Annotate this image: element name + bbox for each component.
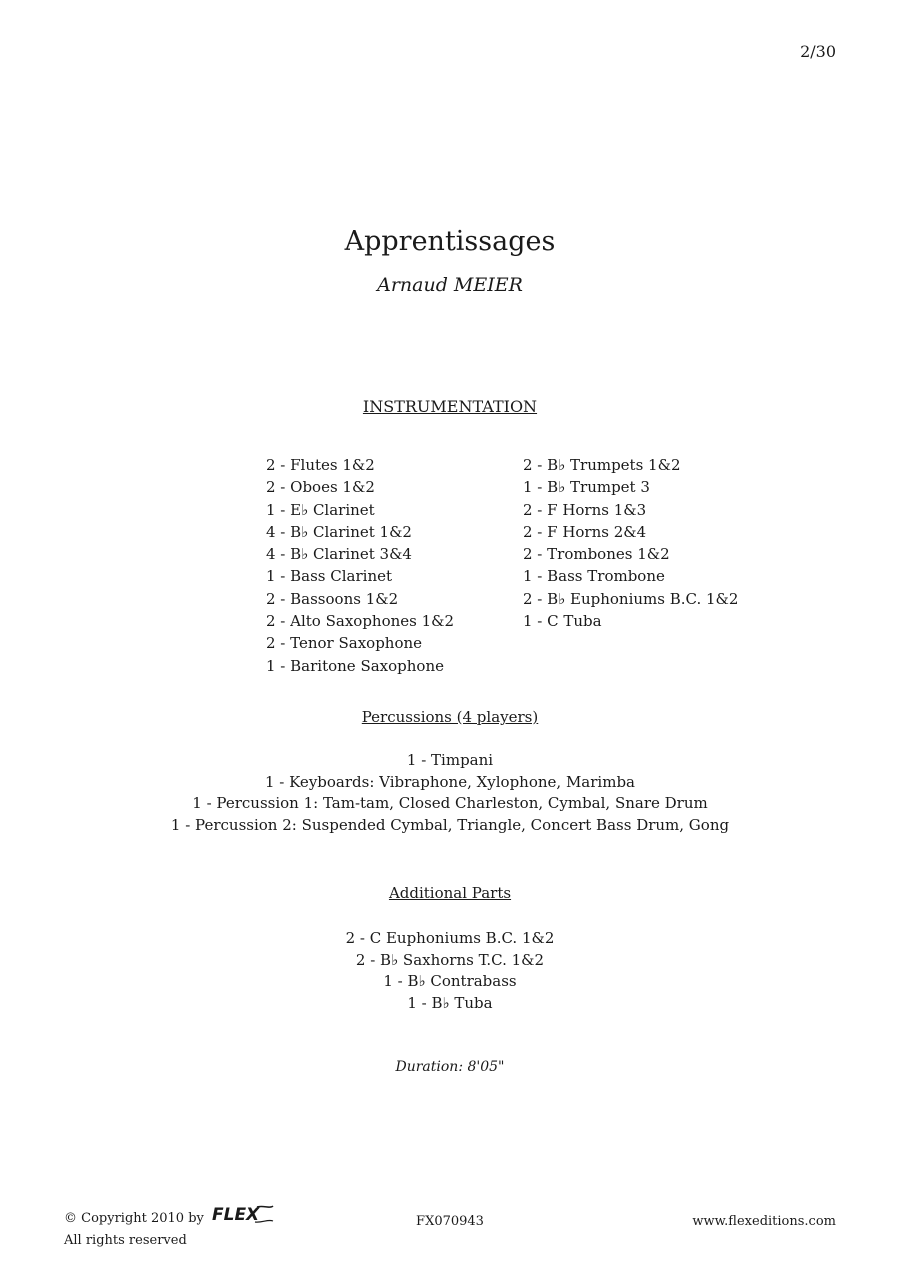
list-item: 1 - Percussion 2: Suspended Cymbal, Triangle, Concert Bass Drum, Gong	[170, 815, 730, 834]
list-item: 1 - B♭ Tuba	[407, 993, 493, 1012]
list-item: 1 - B♭ Contrabass	[383, 972, 517, 990]
list-item: 2 - Trombones 1&2	[523, 545, 670, 564]
additional-parts-list	[0, 928, 900, 1014]
instrument-list-left	[266, 454, 454, 677]
list-item: 1 - E♭ Clarinet	[266, 500, 375, 519]
list-item: 2 - Bassoons 1&2	[266, 589, 399, 608]
list-item: 1 - Bass Clarinet	[266, 567, 393, 586]
piece-title: Apprentissages	[344, 226, 556, 257]
list-item: 1 - Keyboards: Vibraphone, Xylophone, Marimba	[264, 772, 635, 791]
list-item: 2 - B♭ Saxhorns T.C. 1&2	[355, 950, 545, 969]
list-item: 1 - C Tuba	[523, 612, 602, 631]
percussion-heading: Percussions (4 players)	[361, 708, 539, 726]
duration: Duration: 8'05"	[395, 1059, 505, 1075]
list-item: 2 - F Horns 1&3	[523, 500, 647, 519]
additional-parts-heading: Additional Parts	[388, 884, 512, 902]
instrumentation-heading: INSTRUMENTATION	[362, 397, 538, 416]
list-item: 1 - B♭ Trumpet 3	[523, 478, 650, 497]
list-item: 2 - Alto Saxophones 1&2	[266, 612, 455, 631]
list-item: 4 - B♭ Clarinet 1&2	[266, 522, 412, 541]
page-number: 2/30	[800, 42, 836, 61]
catalog-code: FX070943	[416, 1214, 484, 1229]
copyright-text: © Copyright 2010 by	[64, 1211, 204, 1226]
percussion-list	[0, 750, 900, 836]
website-link[interactable]: www.flexeditions.com	[692, 1214, 836, 1229]
list-item: 2 - Flutes 1&2	[266, 456, 375, 474]
list-item: 2 - F Horns 2&4	[523, 522, 647, 541]
list-item: 2 - B♭ Euphoniums B.C. 1&2	[523, 589, 739, 608]
list-item: 2 - Tenor Saxophone	[266, 634, 423, 653]
list-item: 1 - Baritone Saxophone	[266, 656, 444, 675]
list-item: 4 - B♭ Clarinet 3&4	[266, 545, 412, 564]
list-item: 1 - Percussion 1: Tam-tam, Closed Charleston, Cymbal, Snare Drum	[192, 794, 708, 812]
list-item: 1 - Bass Trombone	[523, 567, 665, 586]
list-item: 2 - C Euphoniums B.C. 1&2	[345, 929, 555, 947]
composer-name: Arnaud MEIER	[377, 274, 523, 296]
rights-text: All rights reserved	[64, 1233, 187, 1248]
list-item: 1 - Timpani	[406, 751, 494, 769]
list-item: 2 - Oboes 1&2	[266, 478, 375, 497]
list-item: 2 - B♭ Trumpets 1&2	[523, 456, 681, 474]
instrument-list-right	[523, 454, 738, 632]
flex-logo-text: FLEX	[212, 1205, 260, 1225]
